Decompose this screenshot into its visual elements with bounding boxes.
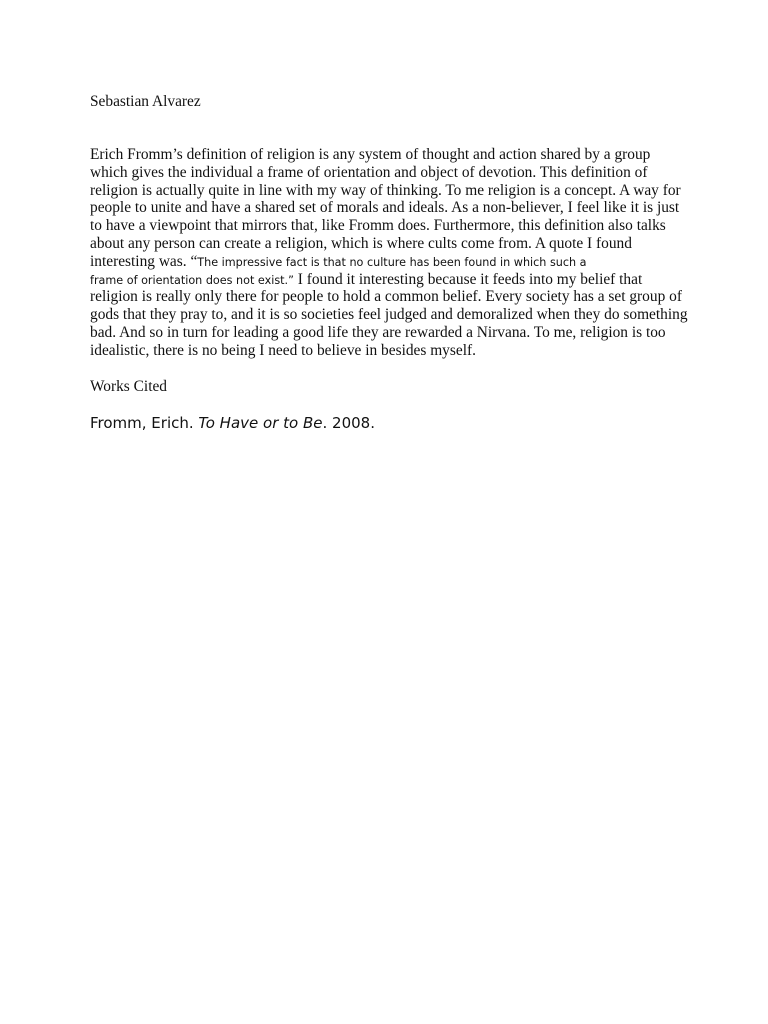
paragraph-line xyxy=(90,182,690,200)
line-text: religion is really only there for people to hold a common belief. Every society has a set group of xyxy=(90,288,682,306)
paragraph-line xyxy=(90,306,690,324)
line-text: to have a viewpoint that mirrors that, like Fromm does. Furthermore, this definition also talks xyxy=(90,217,666,235)
line-text: gods that they pray to, and it is so societies feel judged and demoralized when they do something xyxy=(90,306,688,324)
citation-author: Fromm, Erich. xyxy=(90,414,199,432)
paragraph-line xyxy=(90,199,690,217)
line-text: Erich Fromm’s definition of religion is any system of thought and action shared by a group xyxy=(90,146,651,163)
paragraph-line xyxy=(90,271,690,289)
line-text: religion is actually quite in line with my way of thinking. To me religion is a concept. A way for xyxy=(90,181,681,199)
paragraph-line xyxy=(90,288,690,306)
citation-title: To Have or to Be xyxy=(198,414,323,432)
citation-entry xyxy=(90,413,375,433)
line-text: about any person can create a religion, which is where cults come from. A quote I found xyxy=(90,234,632,252)
paragraph-line xyxy=(90,235,690,253)
quote-text: frame of orientation does not exist.” xyxy=(90,273,294,287)
essay-paragraph xyxy=(90,146,690,360)
paragraph-line xyxy=(90,253,690,271)
paragraph-line xyxy=(90,342,690,360)
line-text: people to unite and have a shared set of morals and ideals. As a non-believer, I feel like it is just xyxy=(90,199,680,217)
paragraph-line xyxy=(90,324,690,342)
paragraph-line xyxy=(90,164,690,182)
quote-text: The impressive fact is that no culture has been found in which such a xyxy=(197,255,587,269)
works-cited-heading: Works Cited xyxy=(90,378,167,395)
line-text: interesting was. “ xyxy=(90,252,198,270)
line-text: bad. And so in turn for leading a good life they are rewarded a Nirvana. To me, religion is too xyxy=(90,323,666,341)
citation-year: . 2008. xyxy=(322,414,375,432)
author-name: Sebastian Alvarez xyxy=(90,93,201,110)
line-text: idealistic, there is no being I need to believe in besides myself. xyxy=(90,341,476,359)
paragraph-line xyxy=(90,146,690,164)
line-text: which gives the individual a frame of orientation and object of devotion. This definition of xyxy=(90,163,648,181)
paragraph-line xyxy=(90,217,690,235)
line-text: I found it interesting because it feeds into my belief that xyxy=(293,270,643,288)
